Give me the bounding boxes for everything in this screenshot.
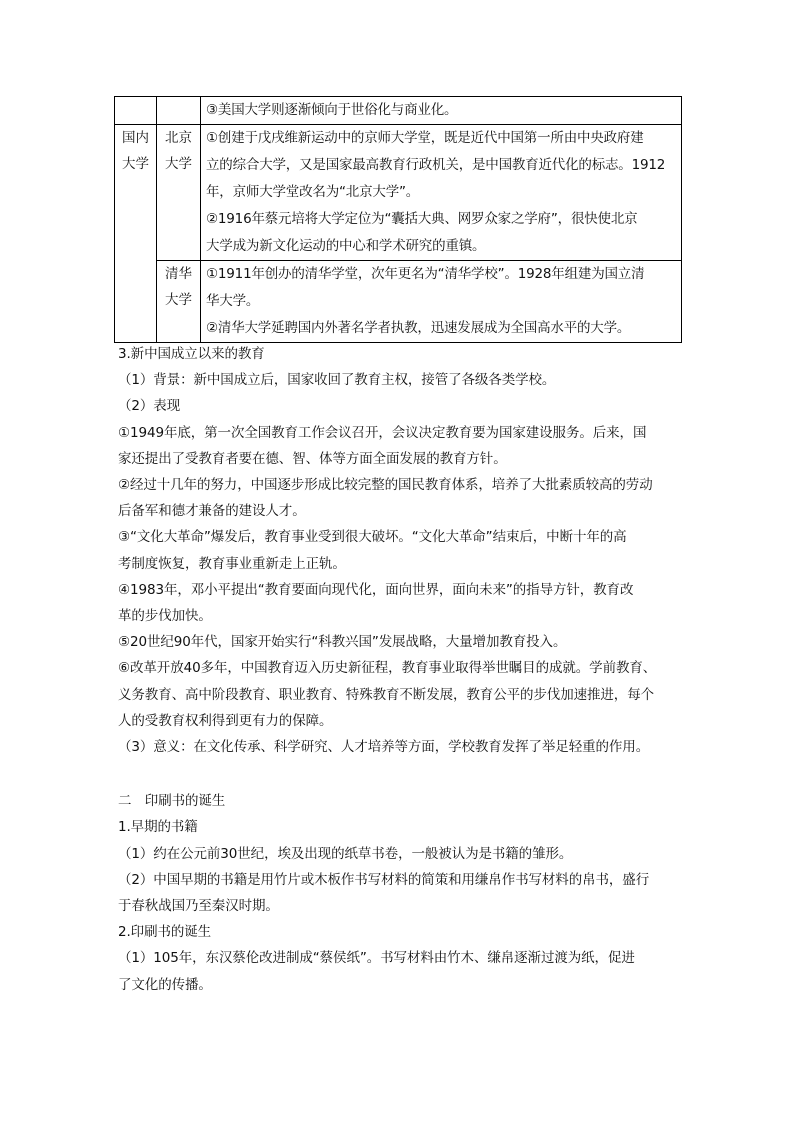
table-cell-content bbox=[201, 97, 682, 125]
table-row bbox=[115, 261, 682, 343]
paragraph-line: 后备军和德才兼备的建设人才。 bbox=[118, 503, 306, 520]
table-row bbox=[115, 97, 682, 125]
paragraph-line: （1）105年，东汉蔡伦改进制成“蔡侯纸”。书写材料由竹木、缣帛逐渐过渡为纸，促进 bbox=[118, 950, 635, 967]
paragraph-line: （1）约在公元前30世纪，埃及出现的纸草书卷，一般被认为是书籍的雏形。 bbox=[118, 845, 573, 862]
paragraph-line: （1）背景：新中国成立后，国家收回了教育主权，接管了各级各类学校。 bbox=[118, 372, 556, 389]
paragraph-line: （3）意义：在文化传承、科学研究、人才培养等方面，学校教育发挥了举足轻重的作用。 bbox=[118, 739, 650, 756]
table-text-line: ①创建于戊戌维新运动中的京师大学堂，既是近代中国第一所由中央政府建 bbox=[206, 130, 644, 146]
university-name: 北京 bbox=[165, 130, 192, 146]
paragraph-line: ③“文化大革命”爆发后，教育事业受到很大破坏。“文化大革命”结束后，中断十年的高 bbox=[118, 529, 627, 546]
table-text-line: ②清华大学延聘国内外著名学者执教，迅速发展成为全国高水平的大学。 bbox=[206, 320, 631, 336]
university-name: 大学 bbox=[165, 156, 192, 172]
name-cell-tsinghua bbox=[157, 261, 201, 343]
section-heading: 3.新中国成立以来的教育 bbox=[118, 346, 265, 362]
section-heading: 二 印刷书的诞生 bbox=[118, 793, 226, 810]
category-label: 国内 bbox=[122, 130, 149, 146]
table-cell-empty bbox=[157, 97, 201, 125]
university-name: 大学 bbox=[165, 292, 192, 308]
table-text-line: ③美国大学则逐渐倾向于世俗化与商业化。 bbox=[206, 102, 458, 118]
paragraph-line: ⑥改革开放40多年，中国教育迈入历史新征程，教育事业取得举世瞩目的成就。学前教育、 bbox=[118, 660, 657, 677]
paragraph-line: 家还提出了受教育者要在德、智、体等方面全面发展的教育方针。 bbox=[118, 450, 507, 467]
paragraph-line: （2）中国早期的书籍是用竹片或木板作书写材料的简策和用缣帛作书写材料的帛书，盛行 bbox=[118, 871, 650, 888]
spacer bbox=[118, 760, 684, 788]
table-text-line: 大学成为新文化运动的中心和学术研究的重镇。 bbox=[206, 238, 486, 254]
category-cell-domestic bbox=[115, 125, 157, 343]
paragraph-line: 人的受教育权利得到更有力的保障。 bbox=[118, 712, 333, 729]
paragraph-line: ②经过十几年的努力，中国逐步形成比较完整的国民教育体系，培养了大批素质较高的劳动 bbox=[118, 477, 653, 494]
table-text-line: ②1916年蔡元培将大学定位为“囊括大典、网罗众家之学府”，很快使北京 bbox=[206, 211, 638, 227]
paragraph-line: 考制度恢复，教育事业重新走上正轨。 bbox=[118, 555, 346, 572]
table-text-line: ①1911年创办的清华学堂，次年更名为“清华学校”。1928年组建为国立清 bbox=[206, 266, 645, 282]
subheading: 1.早期的书籍 bbox=[118, 819, 198, 836]
university-table bbox=[114, 96, 682, 343]
category-label: 大学 bbox=[122, 156, 149, 172]
paragraph-line: ①1949年底，第一次全国教育工作会议召开，会议决定教育要为国家建设服务。后来，国 bbox=[118, 424, 647, 441]
paragraph-line: 义务教育、高中阶段教育、职业教育、特殊教育不断发展，教育公平的步伐加速推进，每个 bbox=[118, 686, 654, 703]
table-row bbox=[115, 125, 682, 261]
table-text-line: 华大学。 bbox=[206, 293, 260, 309]
table-text-line: 立的综合大学，又是国家最高教育行政机关，是中国教育近代化的标志。1912 bbox=[206, 157, 666, 173]
paragraph-line: 了文化的传播。 bbox=[118, 976, 212, 993]
table-cell-content bbox=[201, 125, 682, 261]
paragraph-line: ④1983年，邓小平提出“教育要面向现代化，面向世界，面向未来”的指导方针，教育改 bbox=[118, 581, 634, 598]
paragraph-line: ⑤20世纪90年代，国家开始实行“科教兴国”发展战略，大量增加教育投入。 bbox=[118, 634, 567, 651]
name-cell-peking bbox=[157, 125, 201, 261]
subheading: （2）表现 bbox=[118, 398, 181, 415]
subheading: 2.印刷书的诞生 bbox=[118, 924, 212, 941]
table-cell-empty bbox=[115, 97, 157, 125]
body-text bbox=[118, 341, 684, 998]
paragraph-line: 革的步伐加快。 bbox=[118, 608, 212, 625]
table-cell-content bbox=[201, 261, 682, 343]
university-name: 清华 bbox=[165, 266, 192, 282]
paragraph-line: 于春秋战国乃至秦汉时期。 bbox=[118, 898, 279, 915]
table-text-line: 年，京师大学堂改名为“北京大学”。 bbox=[206, 184, 420, 200]
